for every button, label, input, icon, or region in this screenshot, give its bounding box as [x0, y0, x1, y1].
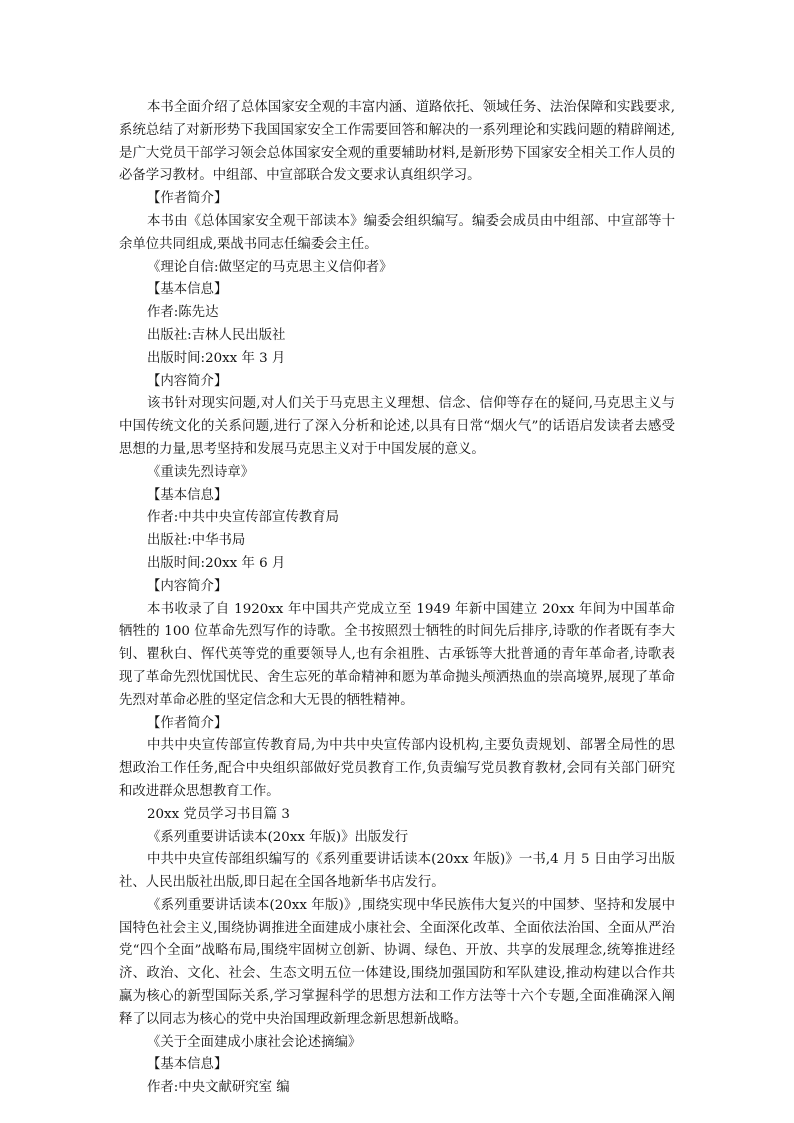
book-title: 《理论自信:做坚定的马克思主义信仰者》: [147, 259, 393, 275]
info-author: 作者:中央文献研究室 编: [147, 1080, 290, 1096]
content-intro-paragraph: 该书针对现实问题,对人们关于马克思主义理想、信念、信仰等存在的疑问,马克思主义与中国传统文化的关系问题,进行了深入分析和论述,以具有日常“烟火气”的话语启发读者去感受思想的力量,思考坚持和发展马克思主义对于中国发展的意义。: [119, 396, 675, 457]
section-heading-content: 【内容简介】: [147, 373, 228, 389]
book-intro-paragraph: 本书全面介绍了总体国家安全观的丰富内涵、道路依托、领域任务、法治保障和实践要求,系统总结了对新形势下我国国家安全工作需要回答和解决的一系列理论和实践问题的精辟阐述,是广大党员干部学习领会总体国家安全观的重要辅助材料,是新形势下国家安全相关工作人员的必备学习教材。中组部、中宣部联合发文要求认真组织学习。: [119, 100, 675, 184]
content-intro-paragraph: 本书收录了自 1920xx 年中国共产党成立至 1949 年新中国建立 20xx 年间为中国革命牺牲的 100 位革命先烈写作的诗歌。全书按照烈士牺牲的时间先后排序,诗歌的作者既有李大钊、瞿秋白、恽代英等党的重要领导人,也有余祖胜、古承铄等大批普通的青年革命者,诗歌表现了革命先烈忧国忧民、舍生忘死的革命精神和愿为革命抛头颅洒热血的崇高境界,展现了革命先烈对革命必胜的坚定信念和大无畏的牺牲精神。: [119, 601, 675, 708]
section-heading-author: 【作者简介】: [147, 191, 228, 207]
chapter-heading: 20xx 党员学习书目篇 3: [147, 806, 290, 822]
info-author: 作者:陈先达: [147, 305, 219, 321]
news-paragraph: 中共中央宣传部组织编写的《系列重要讲话读本(20xx 年版)》一书,4 月 5 日由学习出版社、人民出版社出版,即日起在全国各地新华书店发行。: [119, 852, 675, 891]
author-intro-paragraph: 本书由《总体国家安全观干部读本》编委会组织编写。编委会成员由中组部、中宣部等十余单位共同组成,栗战书同志任编委会主任。: [119, 213, 675, 252]
book-title: 《重读先烈诗章》: [147, 464, 255, 480]
info-publisher: 出版社:吉林人民出版社: [147, 327, 286, 343]
section-heading-author: 【作者简介】: [147, 715, 228, 731]
news-paragraph: 《系列重要讲话读本(20xx 年版)》,围绕实现中华民族伟大复兴的中国梦、坚持和发展中国特色社会主义,围绕协调推进全面建成小康社会、全面深化改革、全面依法治国、全面从严治党“四个全面”战略布局,围绕牢固树立创新、协调、绿色、开放、共享的发展理念,统筹推进经济、政治、文化、社会、生态文明五位一体建设,围绕加强国防和军队建设,推动构建以合作共赢为核心的新型国际关系,学习掌握科学的思想方法和工作方法等十六个专题,全面准确深入阐释了以同志为核心的党中央治国理政新理念新思想新战略。: [119, 897, 675, 1027]
book-title: 《系列重要讲话读本(20xx 年版)》出版发行: [147, 829, 409, 845]
document-body: [119, 97, 675, 1100]
section-heading-basic-info: 【基本信息】: [147, 1057, 228, 1073]
section-heading-basic-info: 【基本信息】: [147, 282, 228, 298]
section-heading-content: 【内容简介】: [147, 578, 228, 594]
info-publisher: 出版社:中华书局: [147, 533, 246, 549]
book-title: 《关于全面建成小康社会论述摘编》: [147, 1034, 362, 1050]
info-publish-date: 出版时间:20xx 年 6 月: [147, 555, 286, 571]
author-intro-paragraph: 中共中央宣传部宣传教育局,为中共中央宣传部内设机构,主要负责规划、部署全局性的思想政治工作任务,配合中央组织部做好党员教育工作,负责编写党员教育教材,会同有关部门研究和改进群众思想教育工作。: [119, 738, 675, 799]
section-heading-basic-info: 【基本信息】: [147, 487, 228, 503]
info-publish-date: 出版时间:20xx 年 3 月: [147, 350, 286, 366]
info-author: 作者:中共中央宣传部宣传教育局: [147, 510, 339, 526]
